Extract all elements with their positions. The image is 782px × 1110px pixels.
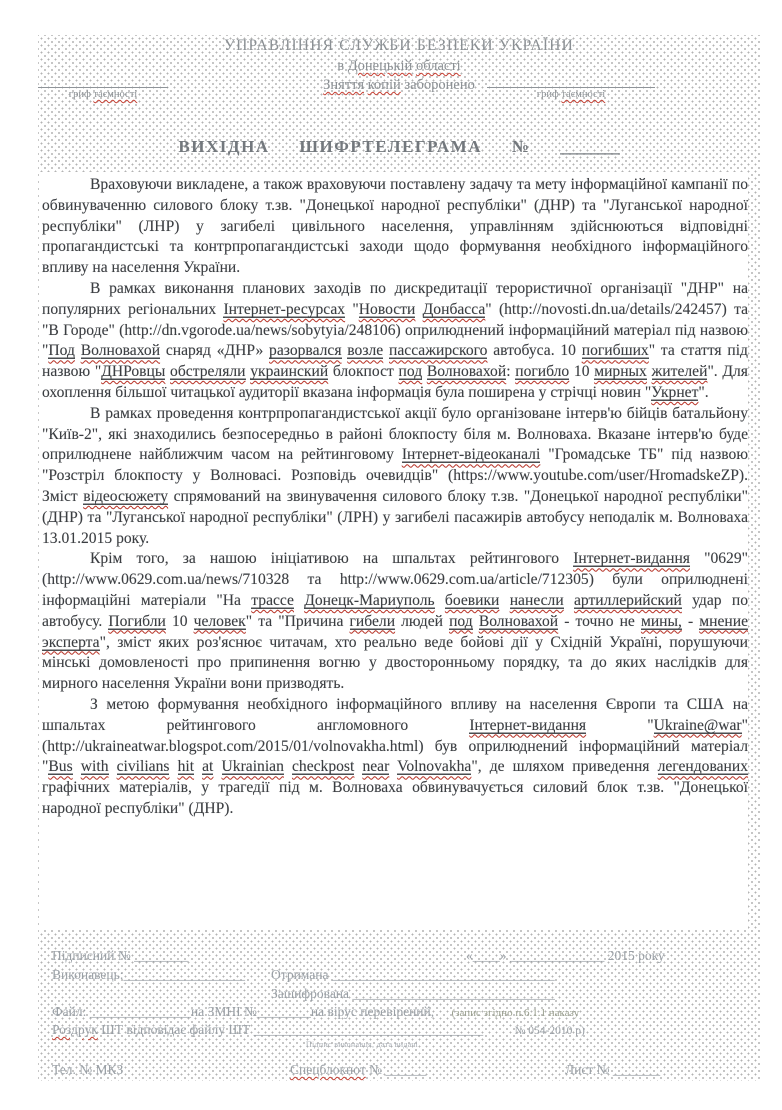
text-run: 10: [165, 612, 194, 630]
underlined-flagged-text: разорвался: [269, 342, 342, 360]
footer-phone-field: Тел. № МКЗ: [52, 1062, 124, 1077]
text-run: [194, 758, 202, 775]
underlined-flagged-text: погибших: [581, 342, 649, 360]
underlined-flagged-text: погибло: [515, 363, 570, 381]
text-run: -: [681, 612, 700, 630]
text-run: ", зміст яких роз'яснює читачам, хто реально веде бойові дії у Східній Україні, порушуючи мінські домовленості про припинення вогню у двосторонньому порядку, та до яких наслідків для мирного населення України вони призводять.: [42, 633, 748, 693]
text-run: [109, 758, 117, 775]
text-run: графічних матеріалів, у трагедії під м. Волноваха обвинувачується силовий блок т.зв. "Донецької народної республіки" (ДНР).: [42, 779, 748, 817]
text-run: [213, 758, 221, 775]
underlined-flagged-text: civilians: [116, 758, 170, 776]
text-run: Враховуючи викладене, а також враховуючи поставлену задачу та мету інформаційної кампанії по обвинуваченню силового блоку т.зв. "Донецької народної республіки" (ДНР) та "Луганської народної республіки" (ЛНР) у загибелі цивільного населення, управлінням здійснюються відповідні пропагандистські та контрпропагандистські заходи щодо формування необхідного інформаційного впливу на населення України.: [42, 176, 748, 277]
paragraph: [42, 549, 748, 695]
paragraph: [42, 279, 748, 404]
text-run: гриф: [536, 89, 562, 100]
underlined-flagged-text: под: [398, 363, 423, 381]
footer-encrypted-field: Зашифрована ______________________________: [271, 986, 555, 1001]
underlined-flagged-text: трассе: [251, 591, 294, 609]
text-run: " (http://novosti.dn.ua/details/242457) та "В Городе" (http://dn.vgorode.ua/news/sobytyia/248106) оприлюднений інформаційний матеріал під назвою ": [42, 300, 748, 360]
footer-order-reference-note: (запис згідно п.6.1.1 наказу: [451, 1007, 580, 1019]
spellcheck-flagged-text: Донецькій: [347, 58, 413, 74]
text-run: [647, 363, 652, 380]
spellcheck-flagged-text: копій: [367, 77, 401, 93]
text-run: " (http://ukraineatwar.blogspot.com/2015/01/volnovakha.html) був оприлюднений інформаційний матеріал ": [42, 716, 748, 776]
text-run: :: [506, 363, 516, 381]
underlined-flagged-text: Новости: [358, 300, 416, 318]
underlined-flagged-text: мины,: [640, 612, 682, 630]
footer-file-line: [52, 1004, 579, 1020]
underlined-flagged-text: hit: [177, 758, 195, 776]
text-run: [415, 301, 422, 318]
underlined-flagged-text: украинский: [250, 363, 329, 381]
text-run: УПРАВЛІННЯ СЛУЖБИ БЕЗПЕКИ УКРАЇНИ: [223, 37, 574, 54]
text-run: ".: [698, 383, 709, 401]
classification-label: [487, 89, 655, 100]
underlined-flagged-text: Донбасса: [422, 300, 486, 318]
underlined-flagged-text: Волновахой: [426, 363, 507, 381]
text-run: № ______: [365, 1062, 426, 1077]
text-run: в: [337, 58, 348, 74]
text-run: спрямований на звинувачення силового блоку т.зв. "Донецької народної республіки" (ДНР) та "Луганської народної республіки" (ЛРН) у загибелі пасажирів автобусу неподалік м. Волноваха 13.01.2015 року.: [42, 487, 748, 547]
text-run: автобуса. 10: [487, 342, 582, 360]
underlined-flagged-text: checkpost: [291, 758, 355, 776]
text-run: [435, 592, 445, 609]
spellcheck-flagged-text: Роздрук: [52, 1022, 98, 1037]
spellcheck-flagged-text: Спецблокнот: [290, 1062, 366, 1077]
document-footer-form: [42, 943, 754, 1081]
paragraph: [42, 404, 748, 550]
text-run: - точно не: [558, 612, 641, 630]
underlined-flagged-text: мирных: [594, 363, 647, 381]
underlined-flagged-text: Донецк-Мариуполь: [304, 591, 435, 609]
footer-printout-field: [52, 1022, 483, 1037]
underlined-flagged-text: обстреляли: [170, 363, 246, 381]
paragraph: [42, 695, 748, 820]
footer-special-notebook-field: [290, 1062, 426, 1078]
text-run: 10: [569, 363, 595, 381]
text-run: В рамках проведення контрпропагандистської акції було організоване інтерв'ю бійців батальйону "Київ-2", які знаходились безпосередньо в районі блокпосту біля м. Волноваха. Вказане інтерв'ю буде оприлюднене найближчим часом на рейтинговому: [42, 404, 748, 464]
underlined-flagged-text: Інтернет-відеоканалі: [401, 446, 541, 464]
text-run: [564, 592, 574, 609]
footer-date-field: «____» ______________ 2015 року: [466, 948, 665, 963]
footer-received-field: Отримана _________________________________: [271, 967, 555, 982]
underlined-flagged-text: легендованих: [657, 758, 749, 776]
underlined-flagged-text: Погибли: [108, 612, 166, 630]
text-run: [473, 613, 479, 630]
underlined-flagged-text: возле: [347, 342, 384, 360]
underlined-flagged-text: with: [80, 758, 109, 776]
underlined-flagged-text: нанесли: [509, 591, 564, 609]
underlined-flagged-text: Ukraine@war: [653, 716, 742, 734]
classification-blank-line: [487, 87, 655, 88]
footer-signed-number-field: Підписний № ________: [52, 948, 189, 963]
underlined-flagged-text: Ukrainian: [221, 758, 284, 776]
footer-order-number-note: № 054-2010 р): [514, 1025, 585, 1037]
underlined-flagged-text: мнение: [699, 612, 749, 630]
document-body: [42, 175, 748, 820]
underlined-flagged-text: near: [362, 758, 390, 776]
classification-label: [38, 89, 168, 100]
text-run: ": [586, 716, 654, 734]
text-run: [499, 592, 509, 609]
text-run: [73, 758, 81, 775]
text-run: удар по автобусу.: [42, 591, 749, 630]
document-title: [38, 137, 760, 157]
classification-stamp-left: [38, 87, 168, 100]
underlined-flagged-text: жителей: [651, 363, 708, 381]
text-run: [169, 758, 177, 775]
underlined-flagged-text: at: [202, 758, 214, 776]
classification-stamp-right: [487, 87, 655, 100]
footer-signature-caption: Підпис виконавця, дата видачі: [305, 1040, 419, 1049]
underlined-flagged-text: Волновахой: [80, 342, 161, 360]
underlined-flagged-text: пассажирского: [389, 342, 488, 360]
text-run: гриф: [68, 89, 94, 100]
text-run: __________________________________: [253, 1022, 484, 1037]
text-run: ": [345, 300, 359, 318]
text-run: " та "Причина: [245, 612, 350, 630]
scanned-document: [38, 35, 760, 1081]
underlined-flagged-text: артиллерийский: [573, 591, 682, 609]
text-run: [284, 758, 292, 775]
text-run: З метою формування необхідного інформаційного впливу на населення Європи та США на шпальтах рейтингового англомовного: [42, 695, 748, 734]
spellcheck-flagged-text: таємності: [93, 89, 138, 100]
text-run: В рамках виконання планових заходів по дискредитації терористичної організації "ДНР" на популярних регіональних: [42, 279, 748, 318]
text-run: [294, 592, 304, 609]
underlined-flagged-text: Інтернет-ресурсах: [223, 300, 346, 318]
text-run: " та стаття під назвою ": [42, 342, 748, 381]
org-name-line: [38, 37, 760, 55]
text-run: Крім того, за нашою ініціативою на шпальтах рейтингового: [90, 550, 574, 568]
underlined-flagged-text: эксперта: [42, 633, 100, 651]
underlined-flagged-text: Інтернет-видання: [469, 716, 587, 734]
footer-executor-field: Виконавець:__________________: [52, 967, 245, 982]
paragraph: [42, 175, 748, 279]
spellcheck-flagged-text: таємності: [561, 89, 606, 100]
text-run: ШТ відповідає файлу ШТ: [97, 1022, 254, 1037]
org-region-line: [38, 58, 760, 75]
spellcheck-flagged-text: Зняття: [323, 77, 364, 93]
footer-sheet-number-field: Лист № _______: [565, 1062, 661, 1077]
text-run: ", де шляхом приведення: [471, 758, 658, 776]
spellcheck-flagged-text: області: [415, 58, 461, 74]
underlined-flagged-text: Bus: [48, 758, 73, 776]
text-run: "Громадське ТБ" під назвою "Розстріл блокпосту у Волновасі. Розповідь очевидців" (https://www.youtube.com/user/HromadskeZP). Зміст: [42, 446, 748, 505]
underlined-flagged-text: боевики: [444, 591, 500, 609]
text-run: [389, 758, 397, 775]
underlined-flagged-text: человек: [193, 612, 246, 630]
underlined-flagged-text: ДНРовцы: [101, 363, 166, 381]
underlined-flagged-text: Под: [48, 342, 75, 360]
text-run: [75, 342, 81, 359]
text-run: ". Для охоплення більшої читацької аудиторії вказана інформація була поширена у стрічці новин ": [42, 363, 748, 401]
underlined-flagged-text: Волновахой: [478, 612, 559, 630]
footer-printout-line: [52, 1022, 585, 1038]
underlined-flagged-text: под: [449, 612, 473, 630]
document-number-blank: _______: [560, 137, 620, 156]
text-run: блокпост: [328, 363, 399, 381]
document-title-text: ВИХІДНА ШИФРТЕЛЕГРАМА №: [178, 137, 531, 156]
underlined-flagged-text: Укрнет: [651, 383, 699, 401]
underlined-flagged-text: відеосюжету: [83, 487, 169, 505]
classification-blank-line: [38, 87, 168, 88]
text-run: "0629" (http://www.0629.com.ua/news/710328 та http://www.0629.com.ua/article/712305) були оприлюднені інформаційні матеріали "На: [42, 550, 748, 609]
text-run: заборонено: [400, 77, 475, 93]
text-run: людей: [395, 612, 450, 630]
text-run: снаряд «ДНР»: [160, 342, 270, 360]
footer-file-virus-check-field: Файл: _______________на ЗМНІ №________на вірус перевірений,: [52, 1004, 435, 1019]
underlined-flagged-text: Volnovakha: [397, 758, 472, 776]
underlined-flagged-text: Інтернет-видання: [573, 550, 690, 568]
underlined-flagged-text: гибели: [349, 612, 396, 630]
